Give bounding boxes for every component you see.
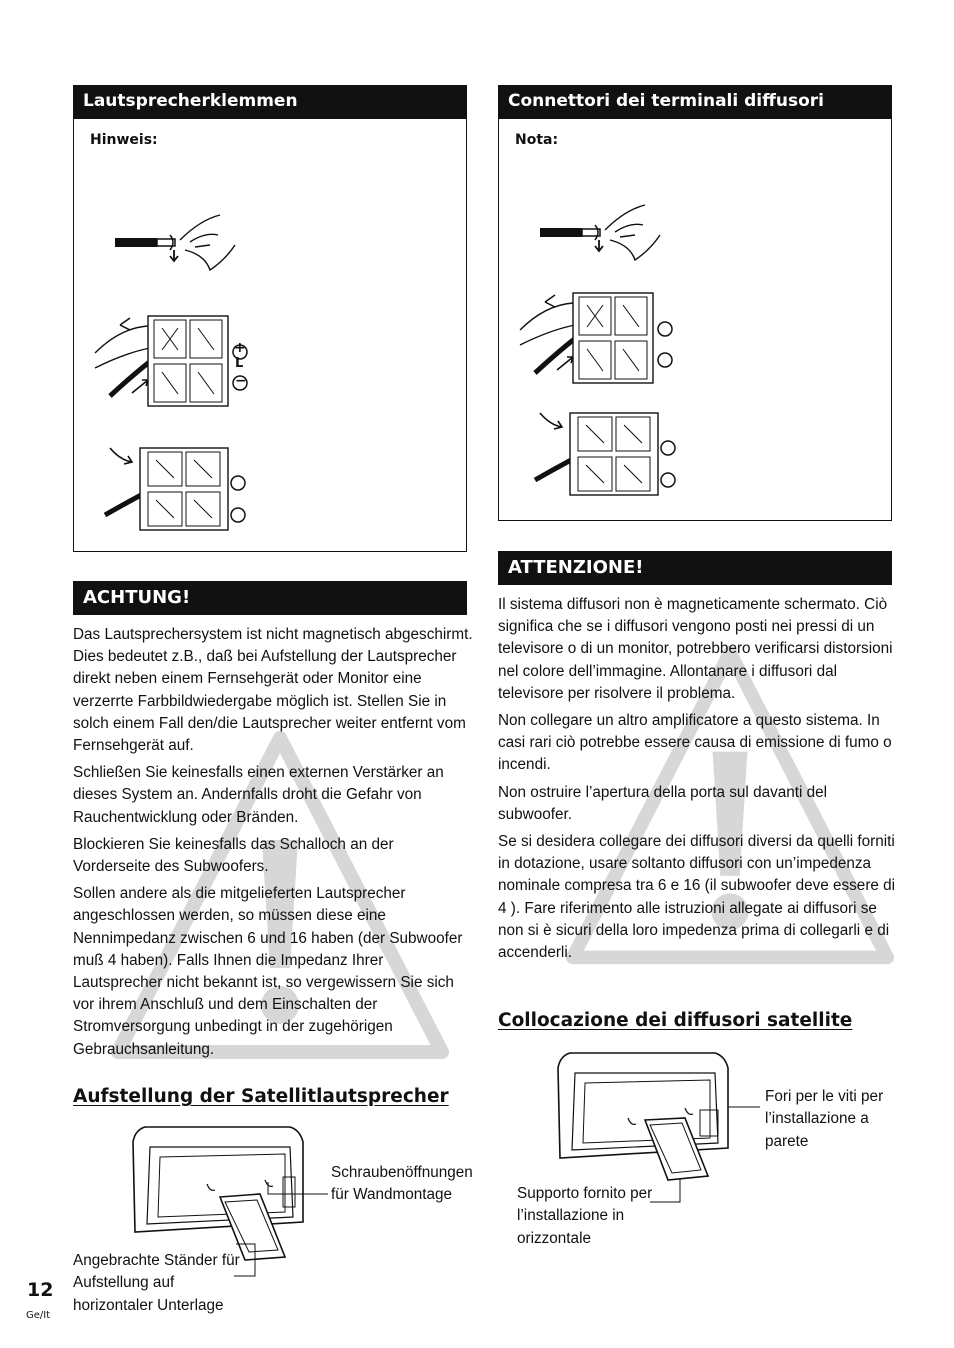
warning-paragraph: Non ostruire l’apertura della porta sul davanti del subwoofer.: [498, 783, 828, 823]
page-code: Ge/It: [26, 1310, 51, 1321]
warning-paragraph: Schließen Sie keinesfalls einen externen Verstärker an dieses System an. Andernfalls droht die Gefahr von Rauchentwicklung oder Bränden.: [73, 764, 444, 826]
terminals-title-left: Lautsprecherklemmen: [73, 85, 467, 119]
placement-title-left: Aufstellung der Satellitlautsprecher: [73, 1086, 449, 1107]
warning-paragraph: Non collegare un altro amplificatore a questo sistema. In casi rari ciò potrebbe essere causa di emissione di fumo o incendi.: [498, 712, 892, 774]
plus-mark: +: [234, 340, 246, 356]
screw-holes-label-left: Schraubenöffnungen für Wandmontage: [331, 1164, 473, 1204]
stand-label-left: Angebrachte Ständer für Aufstellung auf horizontaler Unterlage: [73, 1252, 240, 1314]
wire-strip-illustration: [535, 200, 665, 265]
minus-mark: −: [235, 373, 247, 389]
warning-title-left: ACHTUNG!: [73, 581, 467, 615]
warning-paragraph: Das Lautsprechersystem ist nicht magnetisch abgeschirmt. Dies bedeutet z.B., daß bei Aufstellung der Lautsprecher direkt neben einem Fernsehgerät oder Monitor eine verzerrte Farbbildwiedergabe möglich ist. Stellen Sie in solch einem Fall den/die Lautsprecher weiter entfernt vom Fernsehgerät auf.: [73, 626, 473, 755]
warning-paragraph: Blockieren Sie keinesfalls das Schalloch an der Vorderseite des Subwoofers.: [73, 835, 394, 876]
terminals-title-right: Connettori dei terminali diffusori: [498, 85, 892, 119]
screw-holes-label-right: Fori per le viti per l’installazione a parete: [765, 1088, 884, 1150]
warning-title-right: ATTENZIONE!: [498, 551, 892, 585]
terminals-note-left: Hinweis:: [90, 132, 158, 148]
warning-paragraph: Se si desidera collegare dei diffusori diversi da quelli forniti in dotazione, usare soltanto diffusori con un’impedenza nominale compresa tra 6 e 16 (il subwoofer deve essere di 4 ). Fare riferimento alle istruzioni allegate ai diffusori se non si è sicuri della loro impedenza prima di collegarli e di accenderli.: [498, 833, 896, 962]
terminal-clamp-illustration: [530, 405, 690, 500]
warning-text-right: [498, 594, 898, 969]
terminal-insert-illustration: [515, 285, 685, 385]
warning-paragraph: Sollen andere als die mitgelieferten Lautsprecher angeschlossen werden, so müssen diese eine Nennimpedanz zwischen 6 und 16 haben (der Subwoofer muß 4 haben). Falls Ihnen die Impedanz Ihrer Lautsprecher nicht bekannt ist, so vergewissern Sie sich vor ihrem Anschluß und dem Einschalten der Stromversorgung unbedingt in der zugehörigen Gebrauchsanleitung.: [73, 885, 463, 1058]
placement-title-right: Collocazione dei diffusori satellite: [498, 1010, 853, 1031]
warning-paragraph: Il sistema diffusori non è magneticamente schermato. Ciò significa che se i diffusori vengono posti nei pressi di un televisore o di un monitor, potrebbero verificarsi distorsioni nel colore dell’immagine. Allontanare i diffusori dal televisore per risolvere il problema.: [498, 596, 893, 702]
stand-label-right: Supporto fornito per l’installazione in orizzontale: [517, 1185, 653, 1247]
terminals-note-right: Nota:: [515, 132, 559, 148]
channel-mark: L: [235, 356, 244, 371]
satellite-speaker-illustration: [550, 1048, 755, 1188]
page-number: 12: [27, 1279, 54, 1301]
